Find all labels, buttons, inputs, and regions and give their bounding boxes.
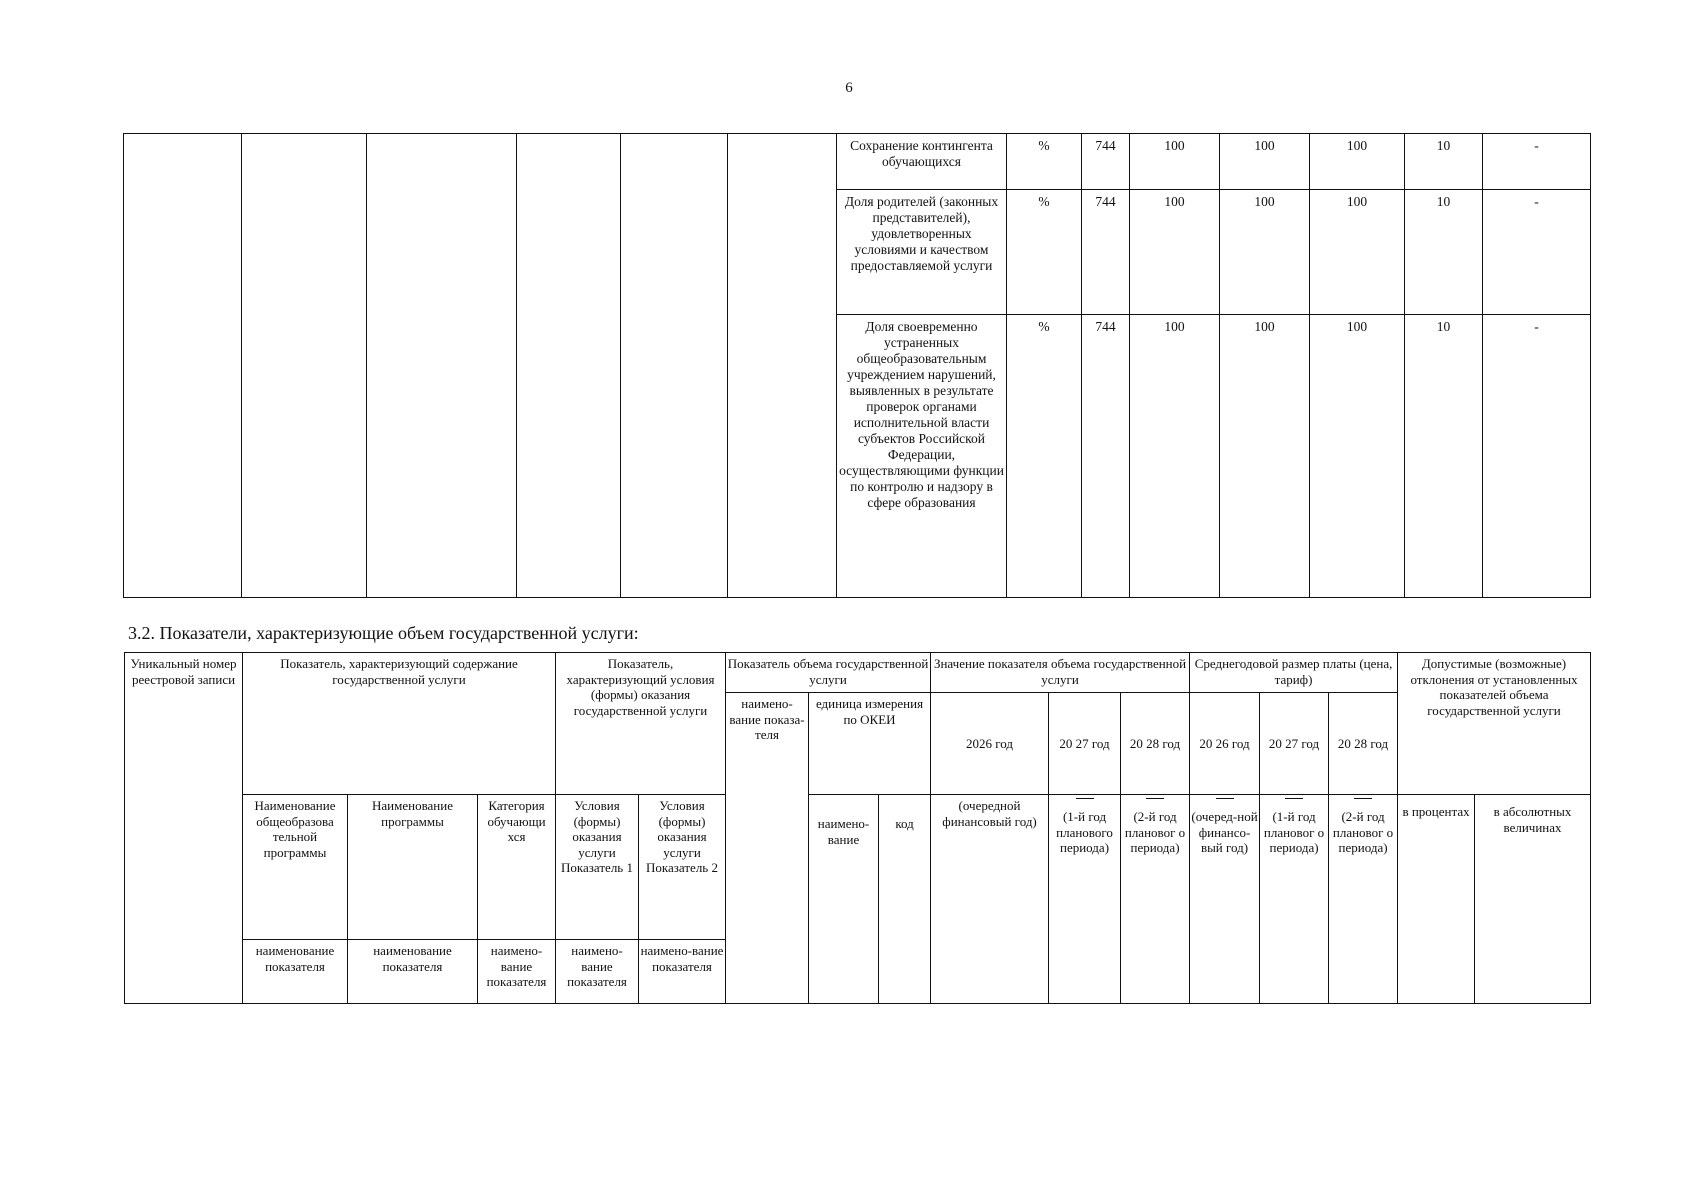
- unit-name-label: наимено-вание: [817, 816, 870, 847]
- unit-name: %: [1007, 190, 1082, 315]
- header-program: Наименование общеобразова тельной программы: [243, 795, 348, 940]
- header-conditions: Показатель, характеризующий условия (формы) оказания государственной услуги: [556, 653, 726, 795]
- unit-name: %: [1007, 315, 1082, 598]
- header-fee-2027: 20 27 год: [1260, 693, 1329, 795]
- blank-cell: [621, 134, 728, 598]
- underline-mark: [1285, 798, 1303, 799]
- blank-cell: [517, 134, 621, 598]
- table-row: [124, 134, 1591, 190]
- indicator-name: Доля своевременно устраненных общеобразовательным учреждением нарушений, выявленных в результате проверок органами исполнительной власти субъектов Российской Федерации, осуществляющими функции по контролю и надзору в сфере образования: [837, 315, 1007, 598]
- header-unit-name: [809, 795, 879, 1004]
- header-unit: единица измерения по ОКЕИ: [809, 693, 931, 795]
- header-volume: Показатель объема государственной услуги: [726, 653, 931, 693]
- indicator-name-5: наимено-вание показателя: [639, 940, 726, 1004]
- header-fee: Среднегодовой размер платы (цена, тариф): [1190, 653, 1398, 693]
- header-fee-2027-sub: [1260, 795, 1329, 1004]
- value-2028: 100: [1310, 190, 1405, 315]
- header-category: Категория обучающи хся: [478, 795, 556, 940]
- deviation-absolute: -: [1483, 315, 1591, 598]
- header-row: [125, 795, 1591, 815]
- quality-indicators-table: [123, 133, 1591, 598]
- header-condition-1: Условия (формы) оказания услуги Показатель 1: [556, 795, 639, 940]
- header-fee-2028-sub: [1329, 795, 1398, 1004]
- fee-2028-sub: (2-й год плановог о периода): [1332, 809, 1394, 855]
- value-2027: 100: [1220, 315, 1310, 598]
- header-volume-name: наимено-вание показа-теля: [726, 693, 809, 1004]
- underline-mark: [1076, 798, 1094, 799]
- header-value-2028-sub: [1121, 795, 1190, 1004]
- header-content: Показатель, характеризующий содержание государственной услуги: [243, 653, 556, 795]
- header-unique-number: Уникальный номер реестровой записи: [125, 653, 243, 1004]
- deviation-absolute-label: в абсолютных величинах: [1493, 804, 1572, 835]
- page-number: 6: [845, 80, 853, 96]
- value-2027: 100: [1220, 134, 1310, 190]
- unit-name: %: [1007, 134, 1082, 190]
- header-value-2026: 2026 год: [931, 693, 1049, 795]
- underline-mark: [1216, 798, 1234, 799]
- header-fee-2026-sub: [1190, 795, 1260, 1004]
- indicator-name-1: наименование показателя: [243, 940, 348, 1004]
- deviation-percent: 10: [1405, 315, 1483, 598]
- indicator-name: Доля родителей (законных представителей), удовлетворенных условиями и качеством предоставляемой услуги: [837, 190, 1007, 315]
- fee-2026-sub: (очеред-ной финансо-вый год): [1191, 809, 1258, 855]
- value-2028-sub: (2-й год плановог о периода): [1124, 809, 1186, 855]
- value-2027-sub: (1-й год планового периода): [1056, 809, 1113, 855]
- header-program-name: Наименование программы: [348, 795, 478, 940]
- volume-indicators-table: [124, 652, 1591, 1004]
- header-value-2027: 20 27 год: [1049, 693, 1121, 795]
- header-row: [125, 653, 1591, 693]
- header-deviation-absolute: [1475, 795, 1591, 1004]
- header-value: Значение показателя объема государственной услуги: [931, 653, 1190, 693]
- fee-2027-sub: (1-й год плановог о периода): [1263, 809, 1325, 855]
- deviation-absolute: -: [1483, 134, 1591, 190]
- value-2027: 100: [1220, 190, 1310, 315]
- indicator-name: Сохранение контингента обучающихся: [837, 134, 1007, 190]
- header-fee-2026: 20 26 год: [1190, 693, 1260, 795]
- value-2028: 100: [1310, 315, 1405, 598]
- unit-code: 744: [1082, 315, 1130, 598]
- unit-code: 744: [1082, 134, 1130, 190]
- blank-cell: [367, 134, 517, 598]
- value-2026: 100: [1130, 190, 1220, 315]
- header-value-2026-sub: (очередной финансовый год): [931, 795, 1049, 1004]
- deviation-percent-label: в процентах: [1402, 804, 1470, 819]
- header-value-2028: 20 28 год: [1121, 693, 1190, 795]
- header-deviation-percent: [1398, 795, 1475, 1004]
- deviation-percent: 10: [1405, 190, 1483, 315]
- deviation-absolute: -: [1483, 190, 1591, 315]
- unit-code-label: код: [895, 816, 914, 831]
- indicator-name-3: наимено-вание показателя: [478, 940, 556, 1004]
- value-2026: 100: [1130, 315, 1220, 598]
- indicator-name-4: наимено-вание показателя: [556, 940, 639, 1004]
- header-unit-code: [879, 795, 931, 1004]
- blank-cell: [242, 134, 367, 598]
- blank-cell: [728, 134, 837, 598]
- header-deviation: Допустимые (возможные) отклонения от установленных показателей объема государственной услуги: [1398, 653, 1591, 795]
- underline-mark: [1354, 798, 1372, 799]
- section-title: 3.2. Показатели, характеризующие объем государственной услуги:: [128, 623, 639, 643]
- indicator-name-2: наименование показателя: [348, 940, 478, 1004]
- header-fee-2028: 20 28 год: [1329, 693, 1398, 795]
- value-2028: 100: [1310, 134, 1405, 190]
- blank-cell: [124, 134, 242, 598]
- deviation-percent: 10: [1405, 134, 1483, 190]
- underline-mark: [1146, 798, 1164, 799]
- unit-code: 744: [1082, 190, 1130, 315]
- value-2026: 100: [1130, 134, 1220, 190]
- header-condition-2: Условия (формы) оказания услуги Показатель 2: [639, 795, 726, 940]
- header-value-2027-sub: [1049, 795, 1121, 1004]
